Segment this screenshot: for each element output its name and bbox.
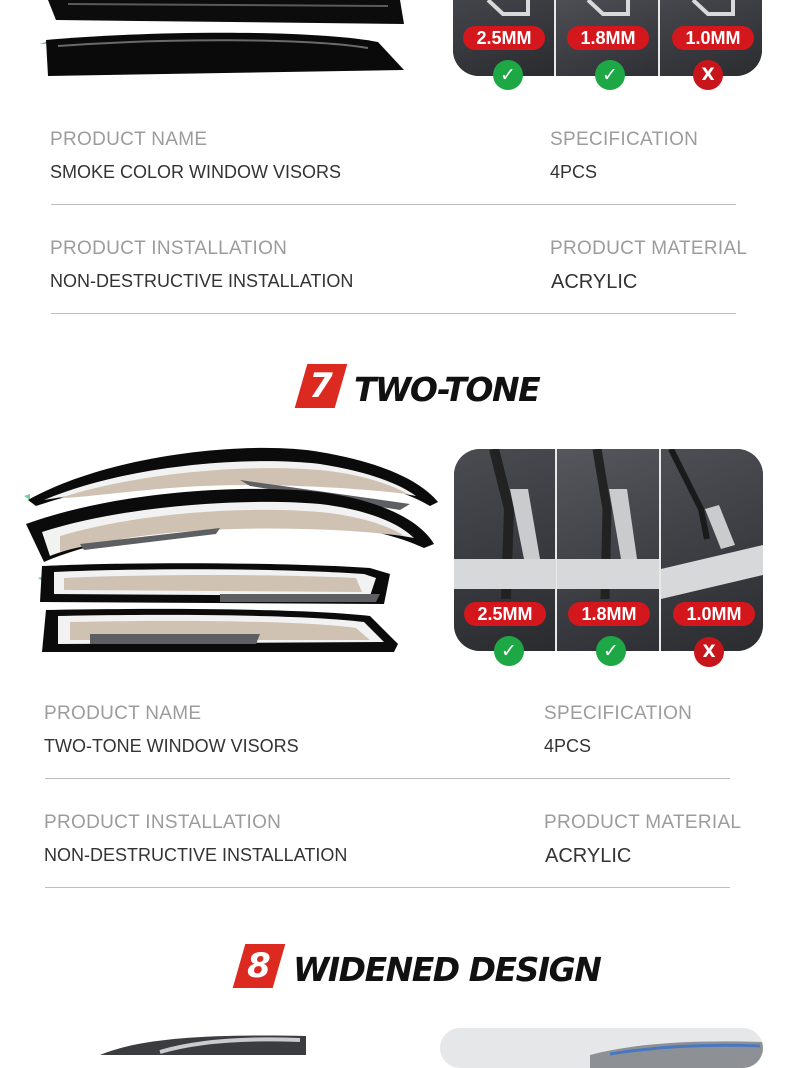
- smoke-visor-image: [38, 0, 410, 82]
- thickness-label: 2.5MM: [464, 602, 546, 626]
- caliper-icon: [688, 0, 738, 18]
- installation-value: NON-DESTRUCTIVE INSTALLATION: [44, 845, 348, 865]
- installation-value: NON-DESTRUCTIVE INSTALLATION: [50, 271, 354, 291]
- thickness-label: 1.0MM: [673, 602, 755, 626]
- installation-label: PRODUCT INSTALLATION: [44, 812, 282, 833]
- two-tone-visor-image: [20, 444, 444, 656]
- check-icon: ✓: [493, 60, 523, 90]
- specification-value: 4PCS: [544, 736, 592, 756]
- caliper-icon: [583, 0, 633, 18]
- material-label: PRODUCT MATERIAL: [550, 238, 748, 259]
- cross-icon: X: [694, 637, 724, 667]
- divider: [51, 313, 736, 314]
- specification-label: SPECIFICATION: [544, 703, 693, 724]
- thickness-label: 2.5MM: [463, 26, 545, 50]
- product-name-value: TWO-TONE WINDOW VISORS: [44, 736, 299, 756]
- section-number-badge: [233, 944, 286, 988]
- material-label: PRODUCT MATERIAL: [544, 812, 742, 833]
- product-name-label: PRODUCT NAME: [50, 129, 208, 150]
- cross-icon: X: [693, 60, 723, 90]
- caliper-icon: [661, 449, 763, 599]
- specification-label: SPECIFICATION: [550, 129, 699, 150]
- product-name-value: SMOKE COLOR WINDOW VISORS: [50, 162, 342, 182]
- thickness-label: 1.8MM: [567, 26, 649, 50]
- check-icon: ✓: [596, 636, 626, 666]
- caliper-icon: [454, 449, 556, 599]
- section-title: TWO-TONE: [354, 370, 540, 409]
- divider: [51, 204, 736, 205]
- divider: [45, 887, 730, 888]
- check-icon: ✓: [595, 60, 625, 90]
- divider: [45, 778, 730, 779]
- material-value: ACRYLIC: [551, 271, 638, 293]
- section-number-badge: [295, 364, 348, 408]
- specification-value: 4PCS: [550, 162, 598, 182]
- product-name-label: PRODUCT NAME: [44, 703, 202, 724]
- thickness-label: 1.0MM: [672, 26, 754, 50]
- material-value: ACRYLIC: [545, 845, 632, 867]
- caliper-icon: [557, 449, 659, 599]
- section-title: WIDENED DESIGN: [293, 950, 601, 989]
- installation-label: PRODUCT INSTALLATION: [50, 238, 288, 259]
- thickness-comparison-panel-7: [454, 449, 763, 651]
- thickness-label: 1.8MM: [568, 602, 650, 626]
- widened-visor-image: [100, 1030, 310, 1055]
- caliper-icon: [483, 0, 533, 18]
- check-icon: ✓: [494, 636, 524, 666]
- section-number: 7: [309, 366, 333, 406]
- widened-detail-image: [440, 1028, 763, 1068]
- section-number: 8: [247, 946, 271, 986]
